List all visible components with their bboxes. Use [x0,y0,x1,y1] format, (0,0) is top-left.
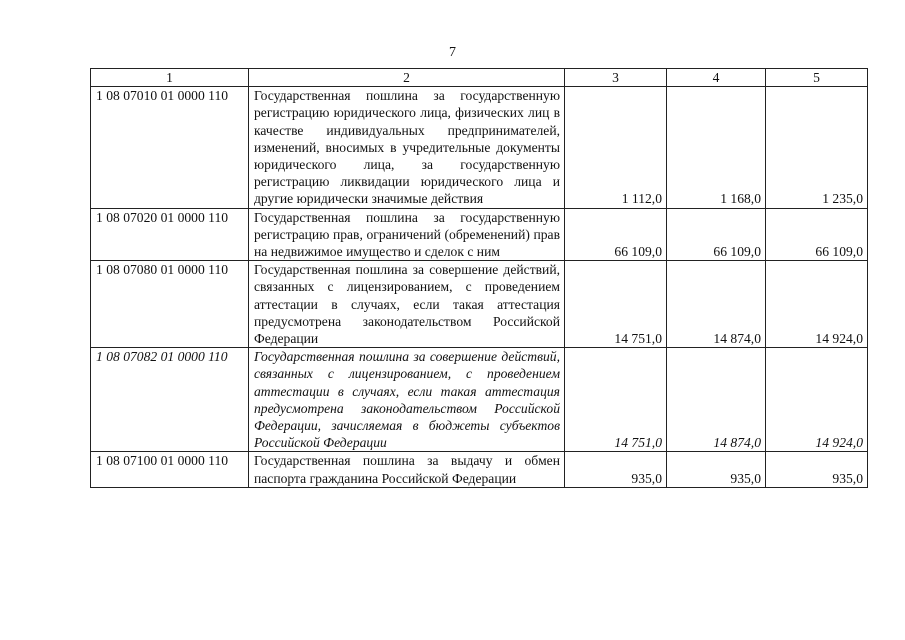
amount-col5: 1 235,0 [766,87,868,208]
table-row [91,261,868,348]
amount-col3: 935,0 [565,452,667,487]
table-row [91,87,868,208]
amount-col5: 14 924,0 [766,261,868,348]
revenue-description: Государственная пошлина за совершение действий, связанных с лицензированием, с проведением аттестации в случаях, если такая аттестация предусмотрена законодательством Российской Федерации, зачисляемая в бюджеты субъектов Российской Федерации [249,348,565,452]
column-header-3: 3 [565,69,667,87]
budget-code: 1 08 07020 01 0000 110 [91,208,249,261]
budget-code: 1 08 07082 01 0000 110 [91,348,249,452]
budget-revenue-table [90,68,868,488]
amount-col3: 66 109,0 [565,208,667,261]
revenue-description: Государственная пошлина за государственную регистрацию прав, ограничений (обременений) прав на недвижимое имущество и сделок с ним [249,208,565,261]
amount-col4: 1 168,0 [667,87,766,208]
revenue-description: Государственная пошлина за государственную регистрацию юридического лица, физических лиц в качестве индивидуальных предпринимателей, изменений, вносимых в учредительные документы юридического лица, за государственную регистрацию ликвидации юридического лица и другие юридически значимые действия [249,87,565,208]
revenue-description: Государственная пошлина за выдачу и обмен паспорта гражданина Российской Федерации [249,452,565,487]
column-header-2: 2 [249,69,565,87]
amount-col5: 66 109,0 [766,208,868,261]
column-header-1: 1 [91,69,249,87]
table-row [91,208,868,261]
amount-col5: 935,0 [766,452,868,487]
amount-col4: 14 874,0 [667,261,766,348]
amount-col4: 935,0 [667,452,766,487]
revenue-description: Государственная пошлина за совершение действий, связанных с лицензированием, с проведением аттестации в случаях, если такая аттестация предусмотрена законодательством Российской Федерации [249,261,565,348]
amount-col4: 66 109,0 [667,208,766,261]
amount-col3: 14 751,0 [565,261,667,348]
amount-col4: 14 874,0 [667,348,766,452]
table-row [91,452,868,487]
budget-code: 1 08 07080 01 0000 110 [91,261,249,348]
amount-col3: 14 751,0 [565,348,667,452]
page-number: 7 [449,45,456,60]
table-header-row [91,69,868,87]
column-header-4: 4 [667,69,766,87]
column-header-5: 5 [766,69,868,87]
budget-code: 1 08 07010 01 0000 110 [91,87,249,208]
amount-col5: 14 924,0 [766,348,868,452]
table-row [91,348,868,452]
budget-code: 1 08 07100 01 0000 110 [91,452,249,487]
amount-col3: 1 112,0 [565,87,667,208]
